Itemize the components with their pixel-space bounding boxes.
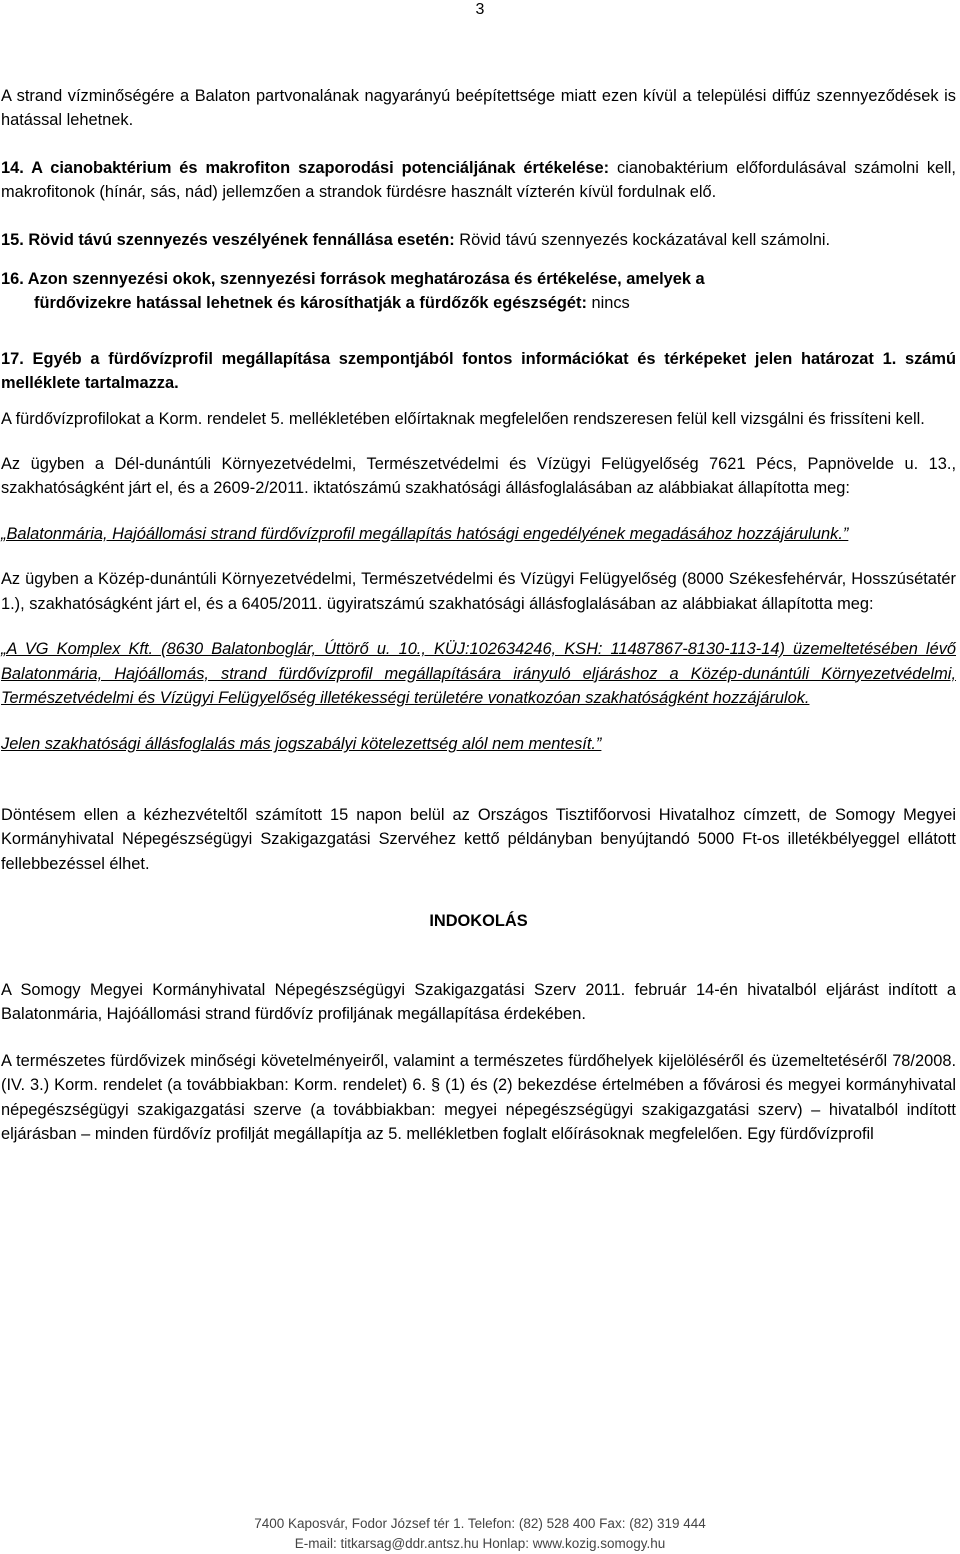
paragraph-kozep-dunantuli: Az ügyben a Közép-dunántúli Környezetvédelmi, Természetvédelmi és Vízügyi Felügyelőség (8000 Székesfehérvár, Hosszúsétatér 1.), szakhatóságként járt el, és a 6405/2011. ügyiratszámú szakhatósági állásfoglalásában az alábbiakat állapította meg: xyxy=(1,570,956,613)
quote-del-dunantuli: „Balatonmária, Hajóállomási strand fürdővízprofil megállapítás hatósági engedélyének megadásához hozzájárulunk.” xyxy=(1,524,849,543)
section-16-heading-line1: 16. Azon szennyezési okok, szennyezési források meghatározása és értékelése, amelyek a xyxy=(1,270,705,289)
paragraph-appeal: Döntésem ellen a kézhezvételtől számított 15 napon belül az Országos Tisztifőorvosi Hivatalhoz címzett, de Somogy Megyei Kormányhivatal Népegészségügyi Szakigazgatási Szervéhez kettő példányban benyújtandó 5000 Ft-os illetékbélyeggel ellátott fellebbezéssel élhet. xyxy=(1,805,956,873)
paragraph-justification-1: A Somogy Megyei Kormányhivatal Népegészségügyi Szakigazgatási Szerv 2011. február 14-én hivatalból eljárást indított a Balatonmária, Hajóállomási strand fürdővíz profiljának megállapítása érdekében. xyxy=(1,980,956,1024)
paragraph-del-dunantuli: Az ügyben a Dél-dunántúli Környezetvédelmi, Természetvédelmi és Vízügyi Felügyelőség 7621 Pécs, Papnövelde u. 13., szakhatóságként járt el, és a 2609-2/2011. iktatószámú szakhatósági állásfoglalásában az alábbiakat állapította meg: xyxy=(1,455,956,498)
page-footer xyxy=(0,1514,960,1554)
heading-indokolas: INDOKOLÁS xyxy=(429,911,528,930)
paragraph-profile-review: A fürdővízprofilokat a Korm. rendelet 5. mellékletében előírtaknak megfelelően rendszeresen felül kell vizsgálni és frissíteni kell. xyxy=(1,409,925,428)
paragraph-justification-2: A természetes fürdővizek minőségi követelményeiről, valamint a természetes fürdőhelyek kijelöléséről és üzemeltetéséről 78/2008. (IV. 3.) Korm. rendelet (a továbbiakban: Korm. rendelet) 6. § (1) és (2) bekezdése értelmében a fővárosi és megyei kormányhivatal népegészségügyi szakigazgatási szerve (a továbbiakban: megyei népegészségügyi szakigazgatási szerv) – hivatalból indított eljárásban – minden fürdővíz profilját megállapítja az 5. mellékletben foglalt előírásoknak megfelelően. Egy fürdővízprofil xyxy=(1,1051,956,1143)
section-15-heading: 15. Rövid távú szennyezés veszélyének fennállása esetén: xyxy=(1,230,455,249)
page-number: 3 xyxy=(475,1,485,18)
section-16-heading-line2 xyxy=(1,291,956,315)
section-14 xyxy=(1,156,956,205)
quote-kozep-dunantuli: „A VG Komplex Kft. (8630 Balatonboglár, Úttörő u. 10., KÜJ:102634246, KSH: 11487867-8130-113-14) üzemeltetésében lévő Balatonmária, Hajóállomás, strand fürdővízprofil megállapítására irányuló eljáráshoz a Közép-dunántúli Környezetvédelmi, Természetvédelmi és Vízügyi Felügyelőség illetékességi területére vonatkozóan szakhatóságként hozzájárulok. xyxy=(1,640,956,707)
section-16 xyxy=(1,267,956,316)
section-15 xyxy=(1,228,956,252)
quote-jelen: Jelen szakhatósági állásfoglalás más jogszabályi kötelezettség alól nem mentesít.” xyxy=(1,735,602,754)
section-14-heading: 14. A cianobaktérium és makrofiton szaporodási potenciáljának értékelése: xyxy=(1,158,610,177)
section-15-text: Rövid távú szennyezés kockázatával kell számolni. xyxy=(454,230,831,249)
section-16-heading-line2-text: fürdővizekre hatással lehetnek és károsíthatják a fürdőzők egészségét: xyxy=(34,294,587,313)
footer-address: 7400 Kaposvár, Fodor József tér 1. Telefon: (82) 528 400 Fax: (82) 319 444 xyxy=(254,1516,706,1531)
section-17: 17. Egyéb a fürdővízprofil megállapítása szempontjából fontos információkat és térképeket jelen határozat 1. számú melléklete tartalmazza. xyxy=(1,349,956,393)
footer-contact: E-mail: titkarsag@ddr.antsz.hu Honlap: www.kozig.somogy.hu xyxy=(294,1536,666,1551)
section-14-text: cianobaktérium előfordulásával számolni kell, makrofitonok (hínár, sás, nád) jellemzően a strandok fürdésre használt vízterén kívül fordulnak elő. xyxy=(1,158,956,202)
document-body xyxy=(1,84,956,1146)
section-16-text: nincs xyxy=(586,294,630,313)
paragraph-intro: A strand vízminőségére a Balaton partvonalának nagyarányú beépítettsége miatt ezen kívül a települési diffúz szennyeződések is hatással lehetnek. xyxy=(1,87,956,130)
